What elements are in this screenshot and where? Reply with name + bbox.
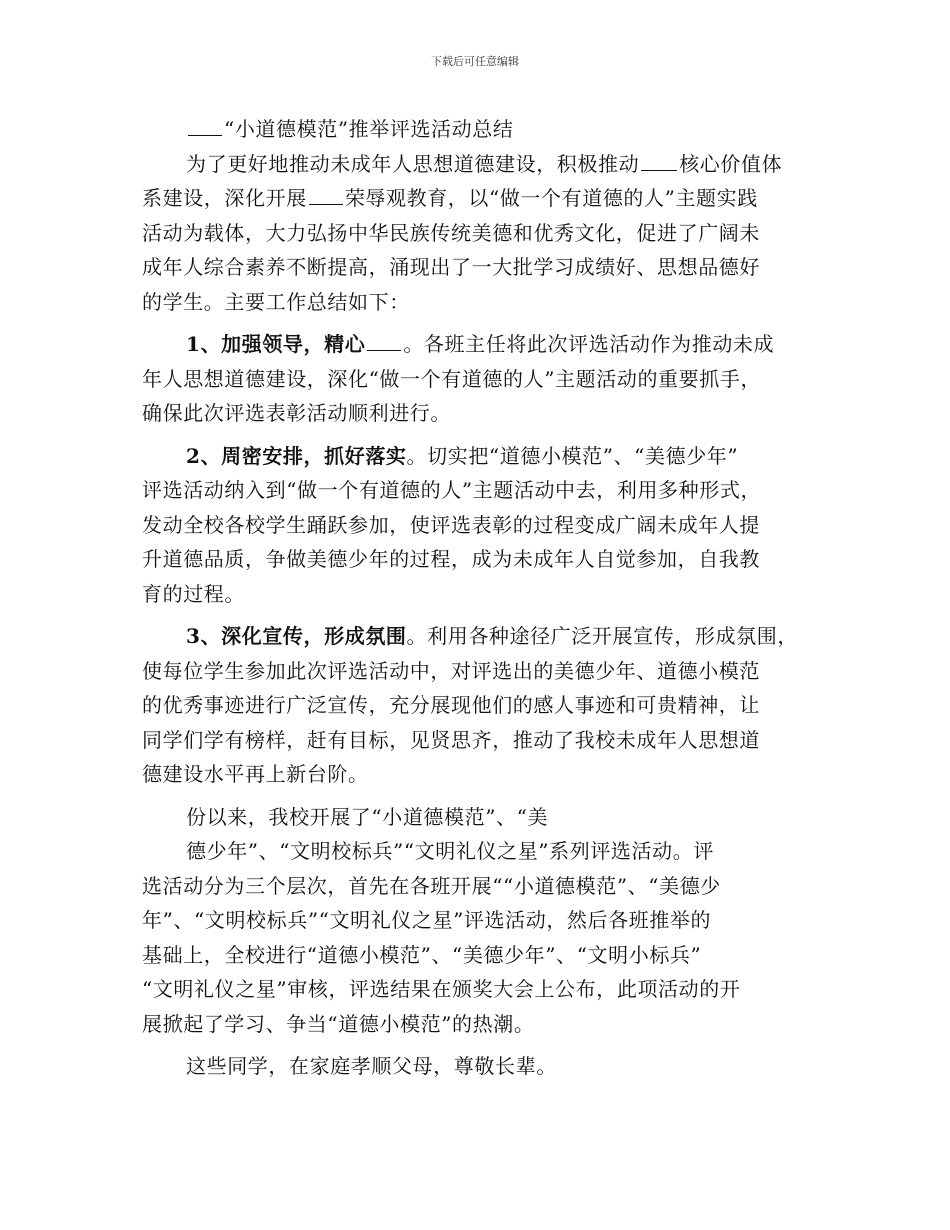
text-span: 。切实把“道德小模范”、“美德少年”	[406, 443, 739, 468]
text-line	[142, 619, 822, 654]
section-heading: 2、周密安排，抓好落实	[186, 443, 407, 468]
text-line: 升道德品质，争做美德少年的过程，成为未成年人自觉参加，自我教	[142, 547, 760, 571]
text-line: 基础上，全校进行“道德小模范”、“美德少年”、“文明小标兵”	[142, 942, 702, 967]
text-line: 育的过程。	[142, 581, 245, 606]
text-line: 同学们学有榜样，赶有目标，见贤思齐，推动了我校未成年人思想道	[142, 727, 760, 752]
text-line	[142, 439, 822, 474]
section-2	[142, 439, 822, 612]
section-1	[142, 327, 822, 431]
text-line	[142, 147, 822, 182]
text-span: 核心价值体	[679, 151, 783, 176]
text-line: 确保此次评选表彰活动顺利进行。	[142, 401, 451, 425]
blank-line	[641, 150, 677, 171]
document-title	[142, 112, 822, 147]
paragraph-5	[142, 1049, 822, 1084]
section-3	[142, 619, 822, 792]
text-span: 。利用各种途径广泛开展宣传，形成氛围，	[406, 624, 798, 648]
text-span: 为了更好地推动未成年人思想道德建设，积极推动	[186, 151, 640, 176]
text-line: 使每位学生参加此次评选活动中，对评选出的美德少年、道德小模范	[142, 658, 760, 683]
text-line: 的学生。主要工作总结如下：	[142, 289, 410, 314]
blank-line	[309, 184, 343, 205]
text-line: 发动全校各校学生踊跃参加，使评选表彰的过程变成广阔未成年人提	[142, 512, 760, 537]
text-line: 的优秀事迹进行广泛宣传，充分展现他们的感人事迹和可贵精神，让	[142, 693, 760, 717]
text-line: 选活动分为三个层次，首先在各班开展““小道德模范”、“美德少	[142, 873, 721, 898]
text-line: “文明礼仪之星”审核，评选结果在颁奖大会上公布，此项活动的开	[142, 977, 741, 1001]
text-line: 德少年”、“文明校标兵”“文明礼仪之星”系列评选活动。评	[186, 839, 714, 863]
text-line: 德建设水平再上新台阶。	[142, 762, 369, 786]
text-line: 份以来，我校开展了“小道德模范”、“美	[186, 804, 549, 829]
document-body	[142, 112, 822, 1084]
title-text: “小道德模范”推举评选活动总结	[224, 117, 514, 141]
text-line: 这些同学，在家庭孝顺父母，尊敬长辈。	[186, 1054, 557, 1078]
text-line	[142, 327, 822, 362]
text-line: 展掀起了学习、争当“道德小模范”的热潮。	[142, 1011, 535, 1036]
text-span: 。各班主任将此次评选活动作为推动未成	[403, 332, 775, 356]
intro-paragraph	[142, 147, 822, 320]
text-line: 活动为载体，大力弘扬中华民族传统美德和优秀文化，促进了广阔未	[142, 220, 760, 245]
section-heading: 1、加强领导，精心	[186, 332, 366, 356]
text-line: 成年人综合素养不断提高，涌现出了一大批学习成绩好、思想品德好	[142, 255, 760, 279]
text-span: 系建设，深化开展	[142, 186, 307, 210]
blank-line	[188, 115, 222, 136]
text-line: 年”、“文明校标兵”“文明礼仪之星”评选活动，然后各班推举的	[142, 908, 712, 932]
text-span: 荣辱观教育，以“做一个有道德的人”主题实践	[344, 186, 758, 210]
section-heading: 3、深化宣传，形成氛围	[186, 624, 407, 648]
blank-line	[367, 330, 401, 351]
paragraph-4	[142, 800, 822, 1042]
page-header: 下载后可任意编辑	[431, 55, 519, 68]
text-line: 评选活动纳入到“做一个有道德的人”主题活动中去，利用多种形式，	[142, 478, 762, 502]
text-line: 年人思想道德建设，深化“做一个有道德的人”主题活动的重要抓手，	[142, 366, 762, 391]
text-line	[142, 181, 822, 216]
